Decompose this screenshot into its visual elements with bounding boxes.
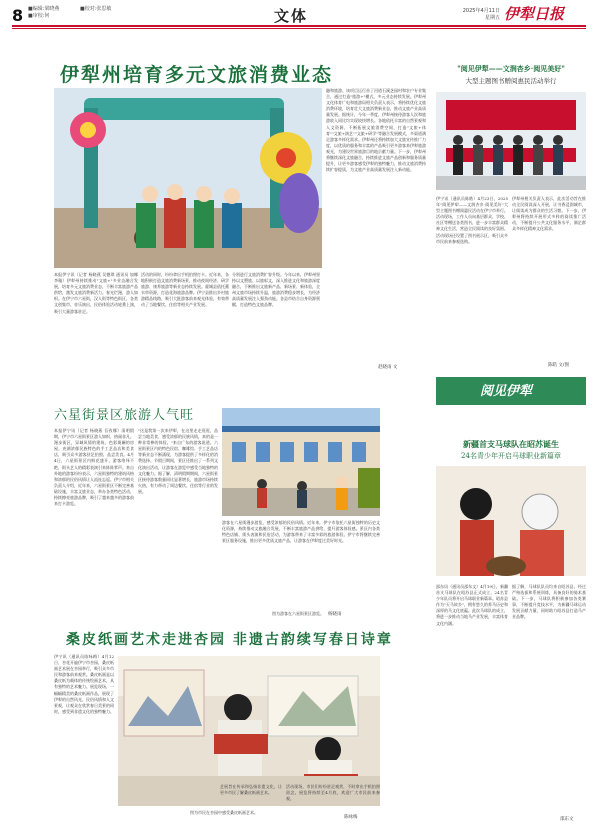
sidebar-body-col1: 伊宁讯（通讯员陈皓）4月23日，2025年"阅见伊犁——文润杏乡·阅见美好"大型主题图书赠阅惠民活动在伊宁市举行。活动现场，工作人员向基层群众、学校、社区等赠送各类图书，进一步丰富群众精神文化生活，营造全民阅读的良好氛围。活动现场还设置了图书展示区，吸引众多市民前来参观选购。 (436, 196, 508, 244)
article1-body-col2: 活动的同时，纷纷拿出手机拍照打卡。近年来，各地积极打造文旅消费新场景，推动夜间经济、研学旅游、康养旅游等新业态持续发展。霍城县依托薰衣草资源，打造花海旅游品牌。伊宁县推出乡村旅游精品线路，吸引大批游客前来观光体验，有效带动了当地餐饮、住宿等相关产业发展。 (141, 272, 229, 308)
sidebar-headline2: 新疆首支马球队在昭苏诞生 (463, 439, 559, 449)
article1-photo (54, 88, 322, 268)
article1-body-col3: 分别进行文旅消费扩容升级。今年以来，伊犁州坚持以文塑旅、以旅彰文，深入推进文化和旅游深度融合，不断推出文旅新产品、新场景、新体验，全州文旅市场持续升温，旅游消费稳步增长，为经济高质量发展注入强劲动能。各县市结合自身资源禀赋，打造特色文旅品牌。 (232, 272, 320, 308)
header-rule (12, 25, 586, 27)
article3-headline: 桑皮纸画艺术走进杏园 非遗古韵续写春日诗章 (66, 632, 393, 648)
sidebar-byline1: 陈皓 文/图 (548, 363, 569, 368)
article2-body-col2: "这是我第一次来伊犁，在这里走走逛逛，品尝当地美食，感受浓郁的民族风情，真的是一种非常棒的体验。"来自广东的游客说道。六星街景区内的特色民宿、咖啡馆、手工艺品店等新业态不断涌现，为游客提供了多样化的消费选择。节假日期间，景区还推出了一系列文化演出活动，让游客在游览中感受当地独特的文化魅力。据了解，清明假期期间，六星街景区接待游客数量同比显著增长，旅游市场持续火热，有力带动了周边餐饮、住宿等行业的发展。 (138, 428, 218, 494)
sidebar-body-col2: 伊犁州相关负责人表示，此次活动旨在推动全民阅读深入开展，让书香浸润城市，让阅读成为群众的生活习惯。下一步，伊犁州将持续开展形式多样的阅读推广活动，不断提升公共文化服务水平，满足群众多样化精神文化需求。 (512, 196, 586, 232)
article2-byline: 杨晓雨 (328, 612, 342, 617)
article3-body-col3: 活动现场，市民们纷纷驻足观赏，不时拿出手机拍照留念。展览将持续至4月底，欢迎广大市民前来参观。 (286, 784, 380, 802)
article1-body-col4: 融和旅游。该项目运行首了河道石溪芝园村和农户专业集合，通过打造"旅游+"模式，多元业态持续发展。伊犁州文化体育广电和旅游局相关负责人表示，将持续优化文旅消费环境，培育壮大文旅消费新业态，推动文旅产业高质量发展。据统计，今年一季度，伊犁州接待游客人次和旅游收入同比均实现较快增长。各地依托丰富的自然景观和人文资源，不断拓展文旅消费空间，打造"文旅+体育""文旅+演艺""文旅+研学"等融合发展模式，多渠道满足游客多样化需求。伊犁州还将持续加大文旅宣传推广力度，以优质的服务和丰富的产品吸引更多游客来伊犁旅游观光，为建设世界旅游目的地贡献力量。下一步，伊犁州将继续深化文旅融合，持续推进文旅产品创新和服务质量提升，让更多游客感受伊犁的独特魅力，推动文旅消费持续扩容提质，为文旅产业高质量发展注入新动能。 (326, 88, 426, 173)
article2-headline: 六星街景区旅游人气旺 (54, 408, 195, 423)
article3-photo-caption: 图为市民在杏园中感受桑皮纸画艺术。 (190, 810, 258, 815)
article2-body-col1: 本报伊宁讯（记者 杨晓燕 吾孜娜）清明假期，伊宁市六星街景区游人如织，热闹非凡。漫步街区，异域风情的建筑、色彩斑斓的房屋，充满浓郁民族特色的手工艺品店和美食店，吸引众多游客驻足拍照、品尝美食。4月4日，六星街景区内鲜花盛开，游客络绎不绝，街头艺人的精彩表演引来阵阵掌声。来自外地的游客纷纷表示，六星街独特的建筑风格和浓郁的民俗风情让人流连忘返。伊宁市相关负责人介绍，近年来，六星街景区不断完善基础设施，丰富文旅业态，举办各类特色活动，持续擦亮旅游品牌，吸引了越来越多的游客前来打卡游览。 (54, 428, 134, 507)
article1-headline: 伊犁州培育多元文旅消费业态 (60, 64, 334, 86)
sidebar-subheadline: 大型主题图书赠阅惠民活动举行 (465, 77, 557, 85)
article1-byline: 赵晓雨 文 (378, 365, 398, 370)
sidebar-subheadline2: 24名青少年开启马球职业新篇章 (461, 452, 561, 460)
sidebar-body-col3: 邵东讯（通讯员邵东文）4月19日，新疆首支马球队在昭苏县正式成立，24名青少年队员将开启马球职业新篇章。昭苏县作为"天马故乡"，拥有悠久的养马历史和深厚的马文化底蕴。此次马球队的成立，将进一步推动当地马产业发展，丰富体育文化内涵。 (436, 584, 508, 626)
newspaper-logo: 伊犁日报 (504, 5, 565, 23)
editor-info: ■编辑:梁晓燕 ■审校:何 (28, 6, 60, 19)
sidebar-byline2: 邵东文 (560, 817, 574, 822)
section-title: 文体 (274, 7, 309, 25)
page-number: 8 (12, 6, 24, 25)
article3-body-col1: 伊宁讯（通讯员陈咏梅）4月12日，杏花开遍伊宁市杏园，桑皮纸画艺术展在杏园举行，吸引众多市民和游客前来观赏。桑皮纸画是以桑皮纸为载体的传统绘画艺术，具有独特的艺术魅力。展览现场，一幅幅精美的桑皮纸画作品，展现了伊犁的自然风光、民俗风情和人文景观，让观众在欣赏春日美景的同时，感受到非遗文化的独特魅力。 (54, 654, 114, 714)
proofreader-info: ■校对:张思敏 (80, 6, 112, 12)
sidebar-body-col4: 据了解，马球队队员均来自昭苏县，经过严格选拔和系统训练，具备良好的骑术基础。下一步，马球队将积极参加各类赛事，不断提升竞技水平，为新疆马球运动发展贡献力量，同时助力昭苏县打造马产业品牌。 (512, 584, 586, 620)
article2-photo-caption: 图为游客在六星街景区游览。 (272, 611, 324, 616)
header-rule-thin (12, 28, 586, 29)
issue-date: 2025年4月11日 星期五 (462, 8, 500, 21)
article3-byline: 陈咏梅 (344, 815, 358, 820)
article3-body-col2: 艺展旨在传承和弘扬非遗文化，让更多市民了解桑皮纸画艺术。 (220, 784, 282, 796)
sidebar-photo2 (436, 466, 586, 576)
article1-body-col1: 本报伊宁讯（记者 杨晓燕 吴德琪 通讯员 加娜 李璇）伊犁州持续推动"文旅+"多业态融合发展，培育多元文旅消费业态，不断丰富旅游产品供给，激发文旅消费新活力。春光烂漫，游人如织。在伊宁市六星街，汉人街等特色街区，各类文创集市、音乐演出、民俗体验活动轮番上演，吸引大量游客驻足。 (54, 272, 138, 314)
sidebar-headline: "阅见伊犁——文润杏乡·阅见美好" (457, 64, 565, 73)
article2-body-col3: 游客在六星街漫步游览，感受浓郁的民俗风情。近年来，伊宁市依托六星街独特的历史文化资源，持续推动文旅融合发展，不断丰富旅游产品供给，提升游客体验感。景区内各类特色店铺、街头表演和民俗活动，为游客带来了丰富多彩的旅游体验。伊宁市将继续完善景区服务设施，推出更多优质文旅产品，让游客在伊犁度过美好时光。 (222, 520, 380, 544)
column-tag-text: 阅见伊犁 (480, 384, 533, 399)
sidebar-photo1 (436, 92, 586, 190)
article2-photo (222, 408, 380, 516)
